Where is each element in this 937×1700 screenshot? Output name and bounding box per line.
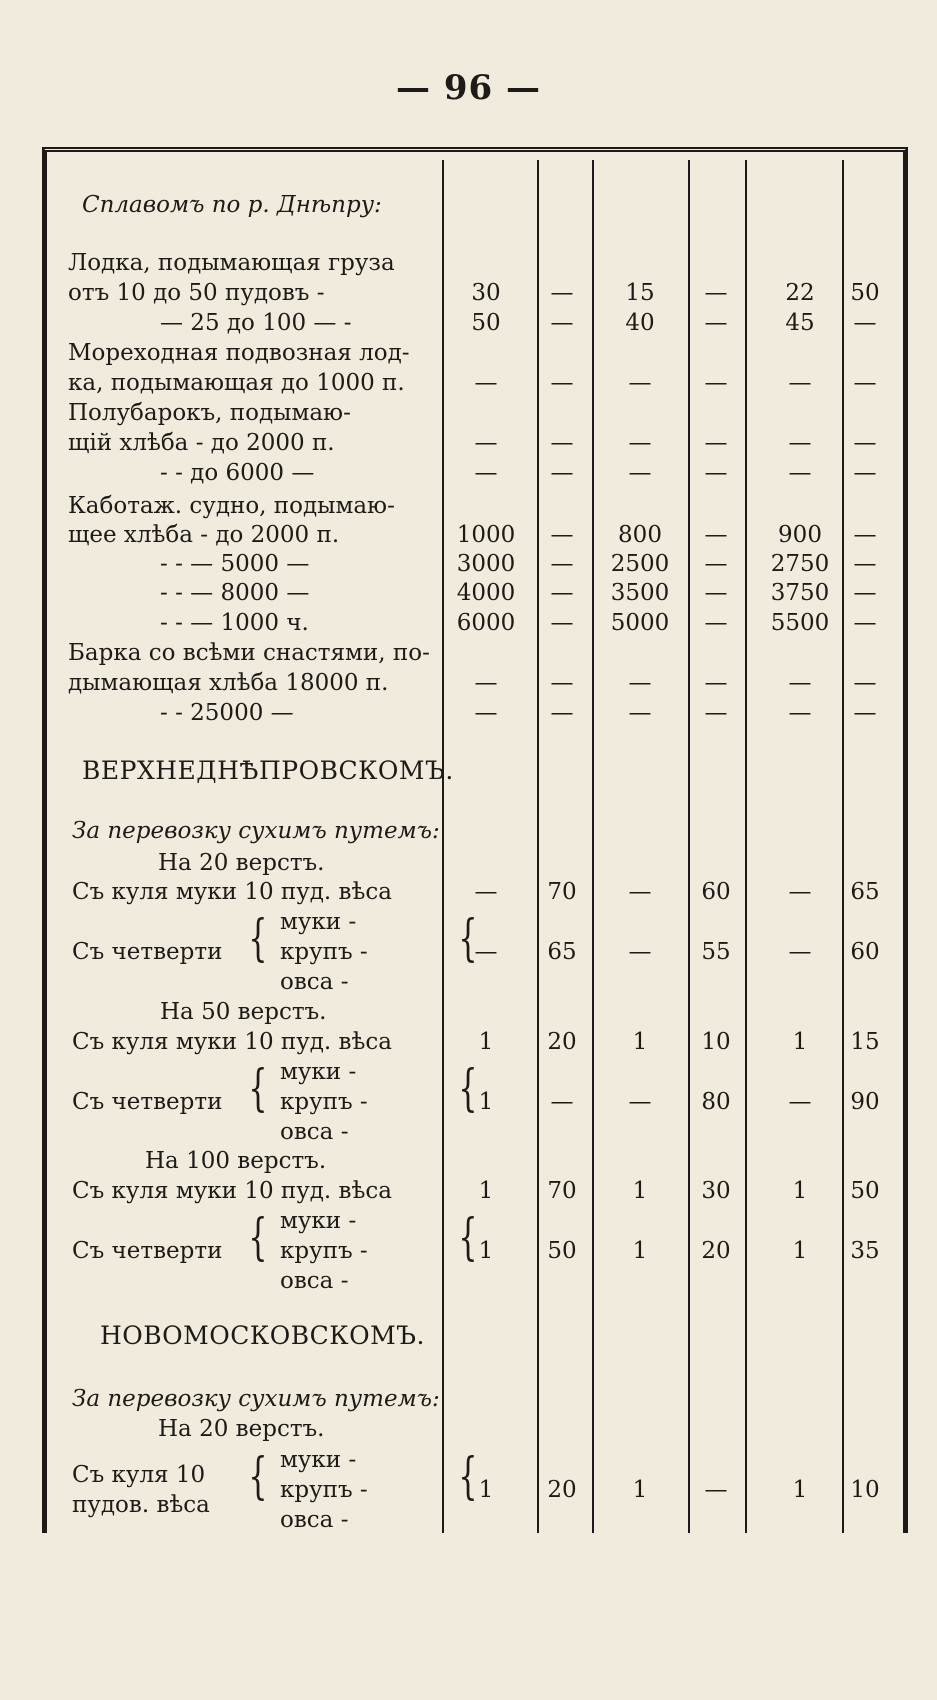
row-kul-label-2: пудов. вѣса xyxy=(72,1492,210,1518)
table-cell: 4000 xyxy=(456,580,516,606)
table-cell: — xyxy=(853,310,877,336)
subheading-dry-transport: За перевозку сухимъ путемъ: xyxy=(72,1386,440,1412)
table-cell: — xyxy=(628,670,652,696)
table-cell: — xyxy=(628,460,652,486)
table-cell: — xyxy=(628,700,652,726)
table-cell: 6000 xyxy=(456,610,516,636)
table-cell: 1 xyxy=(632,1178,648,1204)
table-cell: — xyxy=(788,700,812,726)
brace: { xyxy=(248,1447,268,1505)
table-cell: 900 xyxy=(778,522,822,548)
table-cell: — xyxy=(704,700,728,726)
table-cell: 50 xyxy=(850,280,880,306)
table-cell: — xyxy=(704,370,728,396)
table-cell: — xyxy=(788,939,812,965)
table-cell: 5000 xyxy=(610,610,670,636)
table-row-label: — 25 до 100 — - xyxy=(160,310,352,336)
row-chetv-100-label: Съ четверти xyxy=(72,1238,223,1264)
table-row-label: - - — 1000 ч. xyxy=(160,610,309,636)
table-row-label: отъ 10 до 50 пудовъ - xyxy=(68,280,325,306)
column-divider xyxy=(745,160,747,1533)
table-cell: — xyxy=(853,551,877,577)
section-heading-splav: Сплавомъ по р. Днѣпру: xyxy=(82,192,382,218)
distance-20: На 20 верстъ. xyxy=(158,1416,325,1442)
table-cell: 22 xyxy=(785,280,815,306)
table-cell: 15 xyxy=(625,280,655,306)
page-number: — 96 — xyxy=(396,68,541,108)
column-divider xyxy=(537,160,539,1533)
table-cell: 35 xyxy=(850,1238,880,1264)
brace: { xyxy=(248,909,268,967)
table-cell: 10 xyxy=(850,1477,880,1503)
table-cell: — xyxy=(704,460,728,486)
sub-item-ovsa: овса - xyxy=(280,1268,349,1294)
table-cell: 1 xyxy=(478,1089,494,1115)
brace: { xyxy=(458,1447,478,1505)
table-cell: — xyxy=(550,580,574,606)
table-cell: — xyxy=(853,460,877,486)
table-cell: — xyxy=(628,430,652,456)
table-cell: — xyxy=(788,670,812,696)
table-cell: 10 xyxy=(701,1029,731,1055)
brace: { xyxy=(458,1059,478,1117)
sub-item-ovsa: овса - xyxy=(280,969,349,995)
table-row-label: Полубарокъ, подымаю- xyxy=(68,400,351,426)
table-cell: 90 xyxy=(850,1089,880,1115)
table-row-label: Каботаж. судно, подымаю- xyxy=(68,493,395,519)
table-cell: — xyxy=(474,370,498,396)
table-cell: — xyxy=(550,700,574,726)
table-cell: 1 xyxy=(478,1238,494,1264)
brace: { xyxy=(458,1208,478,1266)
sub-item-muki: муки - xyxy=(280,909,357,935)
table-cell: 65 xyxy=(547,939,577,965)
table-row-label: Лодка, подымающая груза xyxy=(68,250,395,276)
sub-item-krup: крупъ - xyxy=(280,1477,368,1503)
table-cell: — xyxy=(704,1477,728,1503)
table-cell: — xyxy=(853,670,877,696)
column-divider xyxy=(842,160,844,1533)
sub-item-ovsa: овса - xyxy=(280,1119,349,1145)
row-kul-20-label: Съ куля муки 10 пуд. вѣса xyxy=(72,879,392,905)
table-cell: — xyxy=(853,580,877,606)
table-cell: 70 xyxy=(547,1178,577,1204)
table-cell: 30 xyxy=(471,280,501,306)
row-kul-50-label: Съ куля муки 10 пуд. вѣса xyxy=(72,1029,392,1055)
table-cell: 50 xyxy=(547,1238,577,1264)
table-cell: — xyxy=(704,551,728,577)
table-row-label: - - — 8000 — xyxy=(160,580,310,606)
table-cell: — xyxy=(853,522,877,548)
table-cell: 1 xyxy=(632,1477,648,1503)
sub-item-krup: крупъ - xyxy=(280,1238,368,1264)
table-cell: 1 xyxy=(792,1178,808,1204)
table-row-label: дымающая хлѣба 18000 п. xyxy=(68,670,389,696)
table-row-label: - - до 6000 — xyxy=(160,460,315,486)
table-cell: 3000 xyxy=(456,551,516,577)
table-row-label: щее хлѣба - до 2000 п. xyxy=(68,522,340,548)
table-cell: — xyxy=(550,1089,574,1115)
section-title-novomoskovsk: НОВОМОСКОВСКОМЪ. xyxy=(100,1321,425,1350)
column-divider xyxy=(688,160,690,1533)
table-cell: 1 xyxy=(792,1238,808,1264)
table-cell: 3750 xyxy=(770,580,830,606)
column-divider xyxy=(442,160,444,1533)
table-cell: 1 xyxy=(792,1477,808,1503)
table-row-label: - - 25000 — xyxy=(160,700,294,726)
table-cell: 50 xyxy=(471,310,501,336)
distance-100: На 100 верстъ. xyxy=(145,1148,327,1174)
table-cell: 15 xyxy=(850,1029,880,1055)
table-cell: 60 xyxy=(850,939,880,965)
table-cell: — xyxy=(550,460,574,486)
sub-item-muki: муки - xyxy=(280,1059,357,1085)
section-title-verkhnedneprovsk: ВЕРХНЕДНѢПРОВСКОМЪ. xyxy=(82,756,454,785)
table-cell: 60 xyxy=(701,879,731,905)
table-cell: — xyxy=(550,430,574,456)
table-cell: 20 xyxy=(701,1238,731,1264)
table-cell: 65 xyxy=(850,879,880,905)
sub-item-krup: крупъ - xyxy=(280,1089,368,1115)
table-cell: 20 xyxy=(547,1477,577,1503)
table-cell: 5500 xyxy=(770,610,830,636)
table-cell: — xyxy=(550,370,574,396)
row-kul-label-1: Съ куля 10 xyxy=(72,1462,206,1488)
sub-item-krup: крупъ - xyxy=(280,939,368,965)
table-cell: 2750 xyxy=(770,551,830,577)
table-cell: — xyxy=(474,879,498,905)
table-cell: 1 xyxy=(478,1477,494,1503)
table-cell: — xyxy=(474,430,498,456)
table-cell: — xyxy=(704,430,728,456)
table-cell: 800 xyxy=(618,522,662,548)
table-cell: — xyxy=(704,610,728,636)
table-cell: — xyxy=(628,1089,652,1115)
sub-item-muki: муки - xyxy=(280,1208,357,1234)
table-cell: 3500 xyxy=(610,580,670,606)
row-chetv-50-label: Съ четверти xyxy=(72,1089,223,1115)
table-cell: — xyxy=(474,670,498,696)
table-cell: — xyxy=(704,522,728,548)
table-cell: — xyxy=(788,370,812,396)
table-cell: — xyxy=(628,939,652,965)
table-row-label: Барка со всѣми снастями, по- xyxy=(68,640,430,666)
table-cell: — xyxy=(550,280,574,306)
table-cell: — xyxy=(550,610,574,636)
table-cell: — xyxy=(628,370,652,396)
table-cell: 40 xyxy=(625,310,655,336)
table-cell: — xyxy=(474,939,498,965)
table-cell: 70 xyxy=(547,879,577,905)
table-cell: — xyxy=(788,430,812,456)
table-cell: 1 xyxy=(632,1238,648,1264)
brace: { xyxy=(248,1059,268,1117)
table-cell: — xyxy=(853,610,877,636)
table-cell: — xyxy=(704,310,728,336)
table-cell: 20 xyxy=(547,1029,577,1055)
table-cell: — xyxy=(853,700,877,726)
table-cell: 80 xyxy=(701,1089,731,1115)
table-cell: 1000 xyxy=(456,522,516,548)
table-cell: — xyxy=(788,460,812,486)
table-cell: — xyxy=(788,879,812,905)
brace: { xyxy=(248,1208,268,1266)
table-row-label: ка, подымающая до 1000 п. xyxy=(68,370,405,396)
sub-item-ovsa: овса - xyxy=(280,1507,349,1533)
table-cell: — xyxy=(788,1089,812,1115)
table-cell: 1 xyxy=(478,1029,494,1055)
table-cell: — xyxy=(853,370,877,396)
table-cell: — xyxy=(474,460,498,486)
table-cell: 30 xyxy=(701,1178,731,1204)
table-cell: 1 xyxy=(632,1029,648,1055)
table-row-label: Мореходная подвозная лод- xyxy=(68,340,410,366)
table-cell: — xyxy=(474,700,498,726)
table-cell: 1 xyxy=(478,1178,494,1204)
column-divider xyxy=(592,160,594,1533)
table-cell: — xyxy=(550,522,574,548)
subheading-dry-transport: За перевозку сухимъ путемъ: xyxy=(72,818,440,844)
brace: { xyxy=(458,909,478,967)
table-cell: — xyxy=(704,670,728,696)
row-chetv-20-label: Съ четверти xyxy=(72,939,223,965)
row-kul-100-label: Съ куля муки 10 пуд. вѣса xyxy=(72,1178,392,1204)
sub-item-muki: муки - xyxy=(280,1447,357,1473)
distance-50: На 50 верстъ. xyxy=(160,999,327,1025)
table-cell: — xyxy=(550,670,574,696)
table-cell: — xyxy=(550,551,574,577)
table-row-label: щій хлѣба - до 2000 п. xyxy=(68,430,335,456)
table-cell: — xyxy=(704,280,728,306)
distance-20: На 20 верстъ. xyxy=(158,850,325,876)
table-row-label: - - — 5000 — xyxy=(160,551,310,577)
table-cell: 1 xyxy=(792,1029,808,1055)
table-cell: — xyxy=(550,310,574,336)
table-cell: 50 xyxy=(850,1178,880,1204)
table-cell: — xyxy=(628,879,652,905)
table-cell: 2500 xyxy=(610,551,670,577)
table-cell: 55 xyxy=(701,939,731,965)
table-cell: — xyxy=(704,580,728,606)
table-cell: 45 xyxy=(785,310,815,336)
table-cell: — xyxy=(853,430,877,456)
